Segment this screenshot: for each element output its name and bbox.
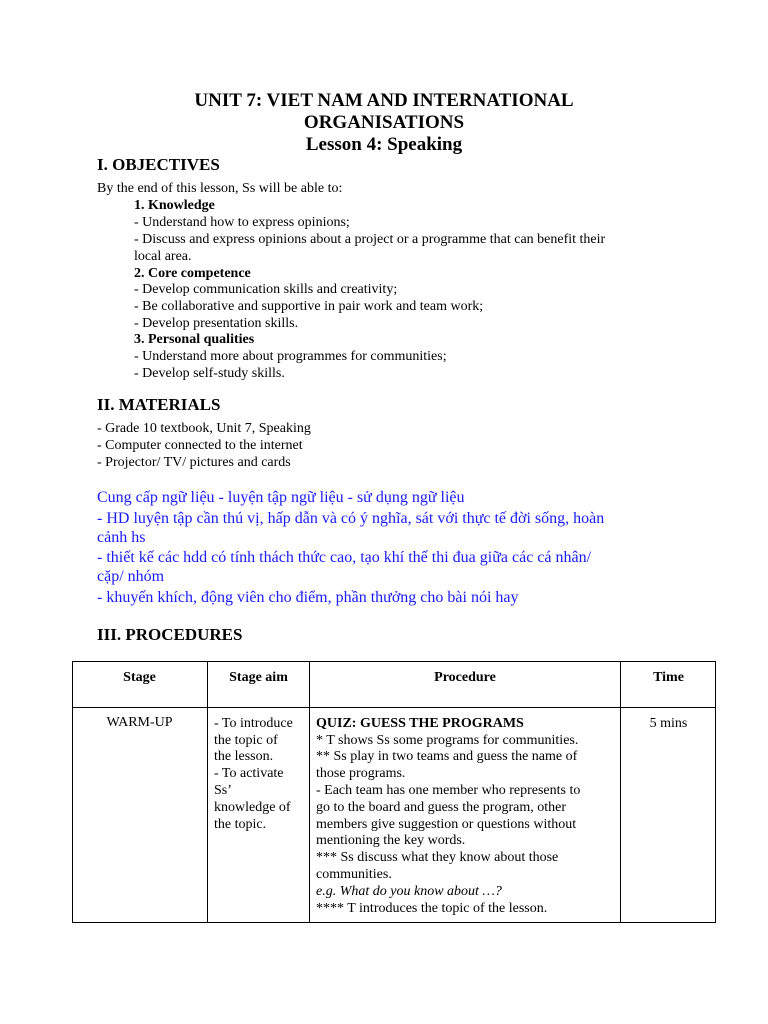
stage-aim-line: knowledge of [214, 800, 291, 815]
procedure-example: e.g. What do you know about …? [316, 884, 502, 899]
stage-aim-line: - To introduce [214, 716, 293, 731]
qualities-item-1: - Understand more about programmes for communities; [134, 349, 447, 364]
knowledge-item-2-cont: local area. [134, 249, 192, 264]
stage-aim-line: the topic. [214, 817, 267, 832]
procedure-line: ** Ss play in two teams and guess the name of [316, 749, 578, 764]
stage-aim-line: the topic of [214, 733, 278, 748]
column-divider [207, 661, 208, 923]
header-procedure: Procedure [434, 670, 496, 685]
unit-title-line-2: ORGANISATIONS [303, 112, 465, 133]
procedures-table [72, 661, 716, 923]
header-time: Time [653, 670, 684, 685]
qualities-item-2: - Develop self-study skills. [134, 366, 285, 381]
teacher-note-line: cảnh hs [97, 529, 146, 546]
knowledge-heading: 1. Knowledge [134, 198, 215, 213]
teacher-note-line: - khuyến khích, động viên cho điểm, phần thưởng cho bài nói hay [97, 589, 519, 606]
objectives-heading: I. OBJECTIVES [97, 155, 220, 174]
knowledge-item-2: - Discuss and express opinions about a project or a programme that can benefit their [134, 232, 606, 247]
teacher-note-line: - thiết kế các hdd có tính thách thức cao, tạo khí thế thi đua giữa các cá nhân/ [97, 549, 592, 566]
materials-item: - Grade 10 textbook, Unit 7, Speaking [97, 421, 311, 436]
header-stage-aim: Stage aim [229, 670, 288, 685]
time-cell: 5 mins [649, 716, 688, 731]
procedure-line: *** Ss discuss what they know about those [316, 850, 559, 865]
procedure-line: those programs. [316, 766, 406, 781]
qualities-heading: 3. Personal qualities [134, 332, 255, 347]
knowledge-item-1: - Understand how to express opinions; [134, 215, 350, 230]
procedure-title: QUIZ: GUESS THE PROGRAMS [316, 716, 524, 731]
teacher-note-line: - HD luyện tập cần thú vị, hấp dẫn và có ý nghĩa, sát với thực tế đời sống, hoàn [97, 510, 605, 527]
column-divider [620, 661, 621, 923]
procedure-line: **** T introduces the topic of the lesson. [316, 901, 548, 916]
teacher-note-line: cặp/ nhóm [97, 568, 165, 585]
stage-cell: WARM-UP [106, 715, 173, 730]
procedure-line: * T shows Ss some programs for communities. [316, 733, 579, 748]
stage-aim-line: Ss’ [214, 783, 232, 798]
teacher-note-line: Cung cấp ngữ liệu - luyện tập ngữ liệu - sử dụng ngữ liệu [97, 489, 465, 506]
procedure-line: mentioning the key words. [316, 833, 466, 848]
competence-item-3: - Develop presentation skills. [134, 316, 299, 331]
column-divider [309, 661, 310, 923]
unit-title-line-1: UNIT 7: VIET NAM AND INTERNATIONAL [194, 90, 574, 111]
procedure-line: members give suggestion or questions without [316, 817, 577, 832]
competence-heading: 2. Core competence [134, 266, 251, 281]
materials-heading: II. MATERIALS [97, 395, 221, 414]
row-divider [72, 707, 716, 708]
procedure-line: - Each team has one member who represents to [316, 783, 581, 798]
procedure-line: communities. [316, 867, 392, 882]
procedure-line: go to the board and guess the program, other [316, 800, 566, 815]
stage-aim-line: the lesson. [214, 749, 274, 764]
stage-aim-line: - To activate [214, 766, 284, 781]
procedures-heading: III. PROCEDURES [97, 625, 243, 644]
materials-item: - Computer connected to the internet [97, 438, 303, 453]
header-stage: Stage [123, 670, 156, 685]
objectives-intro: By the end of this lesson, Ss will be able to: [97, 181, 343, 196]
lesson-title: Lesson 4: Speaking [305, 134, 463, 155]
materials-item: - Projector/ TV/ pictures and cards [97, 455, 291, 470]
competence-item-2: - Be collaborative and supportive in pair work and team work; [134, 299, 484, 314]
competence-item-1: - Develop communication skills and creativity; [134, 282, 398, 297]
